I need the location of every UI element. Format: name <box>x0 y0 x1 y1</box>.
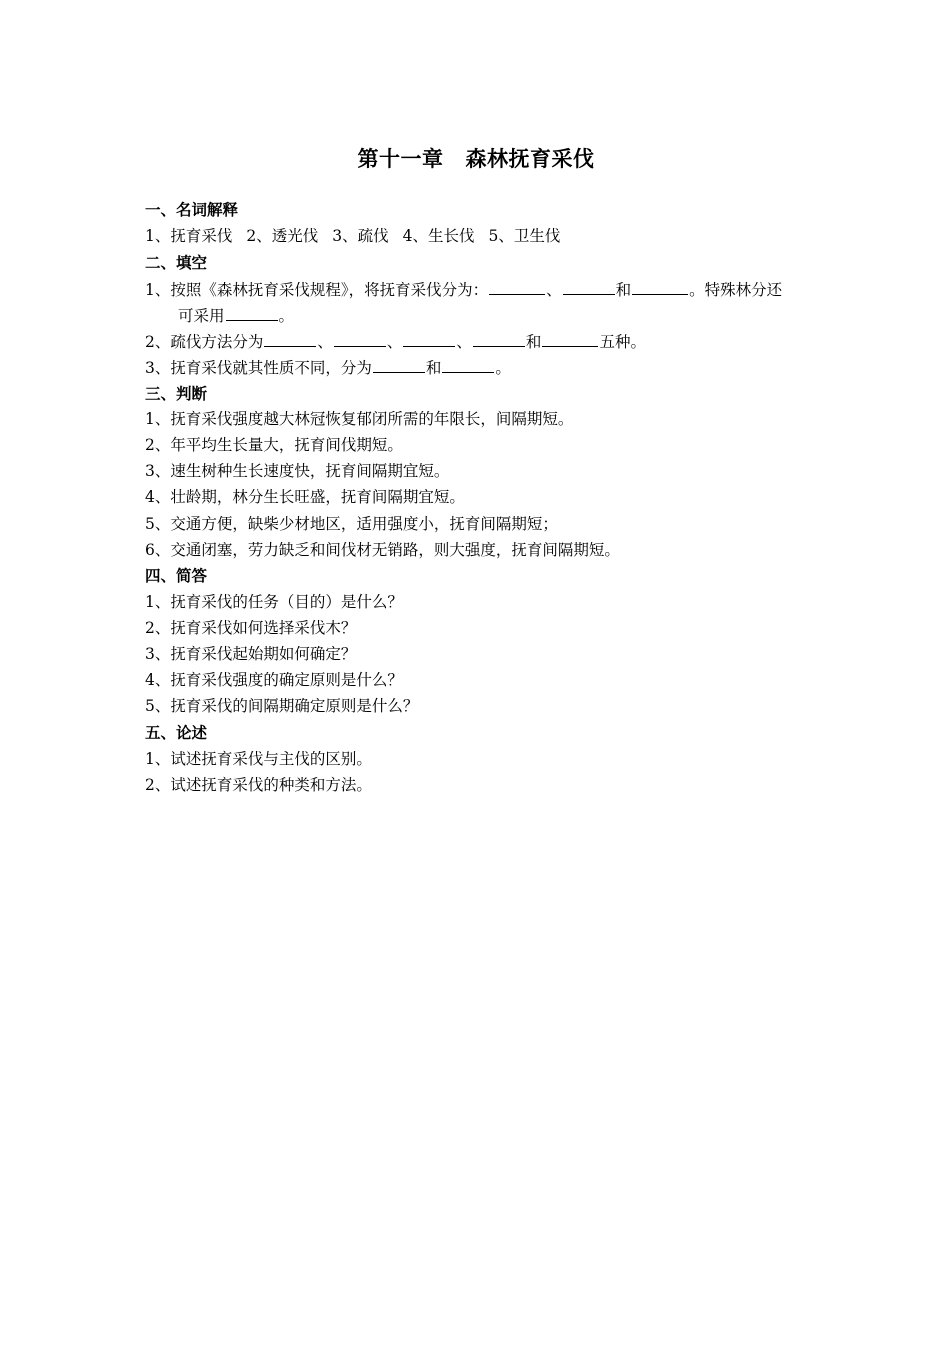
judge-item: 3、速生树种生长速度快，抚育间隔期宜短。 <box>145 462 450 480</box>
term-item: 5、卫生伐 <box>488 227 561 245</box>
judge-item: 4、壮龄期，林分生长旺盛，抚育间隔期宜短。 <box>145 488 465 506</box>
section-heading-terms: 一、名词解释 <box>145 201 239 219</box>
judge-item: 2、年平均生长量大，抚育间伐期短。 <box>145 436 403 454</box>
term-item: 4、生长伐 <box>402 227 475 245</box>
answer-blank[interactable] <box>403 331 455 347</box>
fill-question-1-continued: 可采用 。 <box>178 307 295 325</box>
section-heading-essay: 五、论述 <box>145 724 208 742</box>
section-heading-short-answer: 四、简答 <box>145 567 208 585</box>
short-answer-item: 3、抚育采伐起始期如何确定？ <box>145 645 357 663</box>
answer-blank[interactable] <box>373 357 425 373</box>
answer-blank[interactable] <box>442 357 494 373</box>
answer-blank[interactable] <box>542 331 598 347</box>
fill-question-3: 3、抚育采伐就其性质不同，分为 和 。 <box>145 359 511 377</box>
short-answer-item: 2、抚育采伐如何选择采伐木？ <box>145 619 357 637</box>
fill-question-1: 1、按照《森林抚育采伐规程》，将抚育采伐分为： 、 和 。特殊林分还 <box>145 281 783 299</box>
fill-question-2: 2、疏伐方法分为 、 、 、 和 五种。 <box>145 333 646 351</box>
answer-blank[interactable] <box>334 331 386 347</box>
judge-item: 5、交通方便，缺柴少材地区，适用强度小，抚育间隔期短； <box>145 515 558 533</box>
term-item: 3、疏伐 <box>332 227 389 245</box>
essay-item: 1、试述抚育采伐与主伐的区别。 <box>145 750 372 768</box>
chapter-number: 第十一章 <box>357 147 444 171</box>
term-item: 2、透光伐 <box>246 227 319 245</box>
answer-blank[interactable] <box>264 331 316 347</box>
answer-blank[interactable] <box>632 279 688 295</box>
judge-item: 1、抚育采伐强度越大林冠恢复郁闭所需的年限长，间隔期短。 <box>145 410 574 428</box>
short-answer-item: 1、抚育采伐的任务（目的）是什么？ <box>145 593 403 611</box>
answer-blank[interactable] <box>489 279 545 295</box>
term-item: 1、抚育采伐 <box>145 227 233 245</box>
page-title <box>0 143 952 173</box>
answer-blank[interactable] <box>226 305 278 321</box>
section-heading-judge: 三、判断 <box>145 385 208 403</box>
short-answer-item: 5、抚育采伐的间隔期确定原则是什么？ <box>145 697 419 715</box>
terms-line <box>145 226 560 246</box>
short-answer-item: 4、抚育采伐强度的确定原则是什么？ <box>145 671 403 689</box>
answer-blank[interactable] <box>473 331 525 347</box>
answer-blank[interactable] <box>563 279 615 295</box>
judge-item: 6、交通闭塞，劳力缺乏和间伐材无销路，则大强度，抚育间隔期短。 <box>145 541 620 559</box>
essay-item: 2、试述抚育采伐的种类和方法。 <box>145 776 372 794</box>
chapter-name: 森林抚育采伐 <box>465 147 595 171</box>
section-heading-fill: 二、填空 <box>145 254 208 272</box>
